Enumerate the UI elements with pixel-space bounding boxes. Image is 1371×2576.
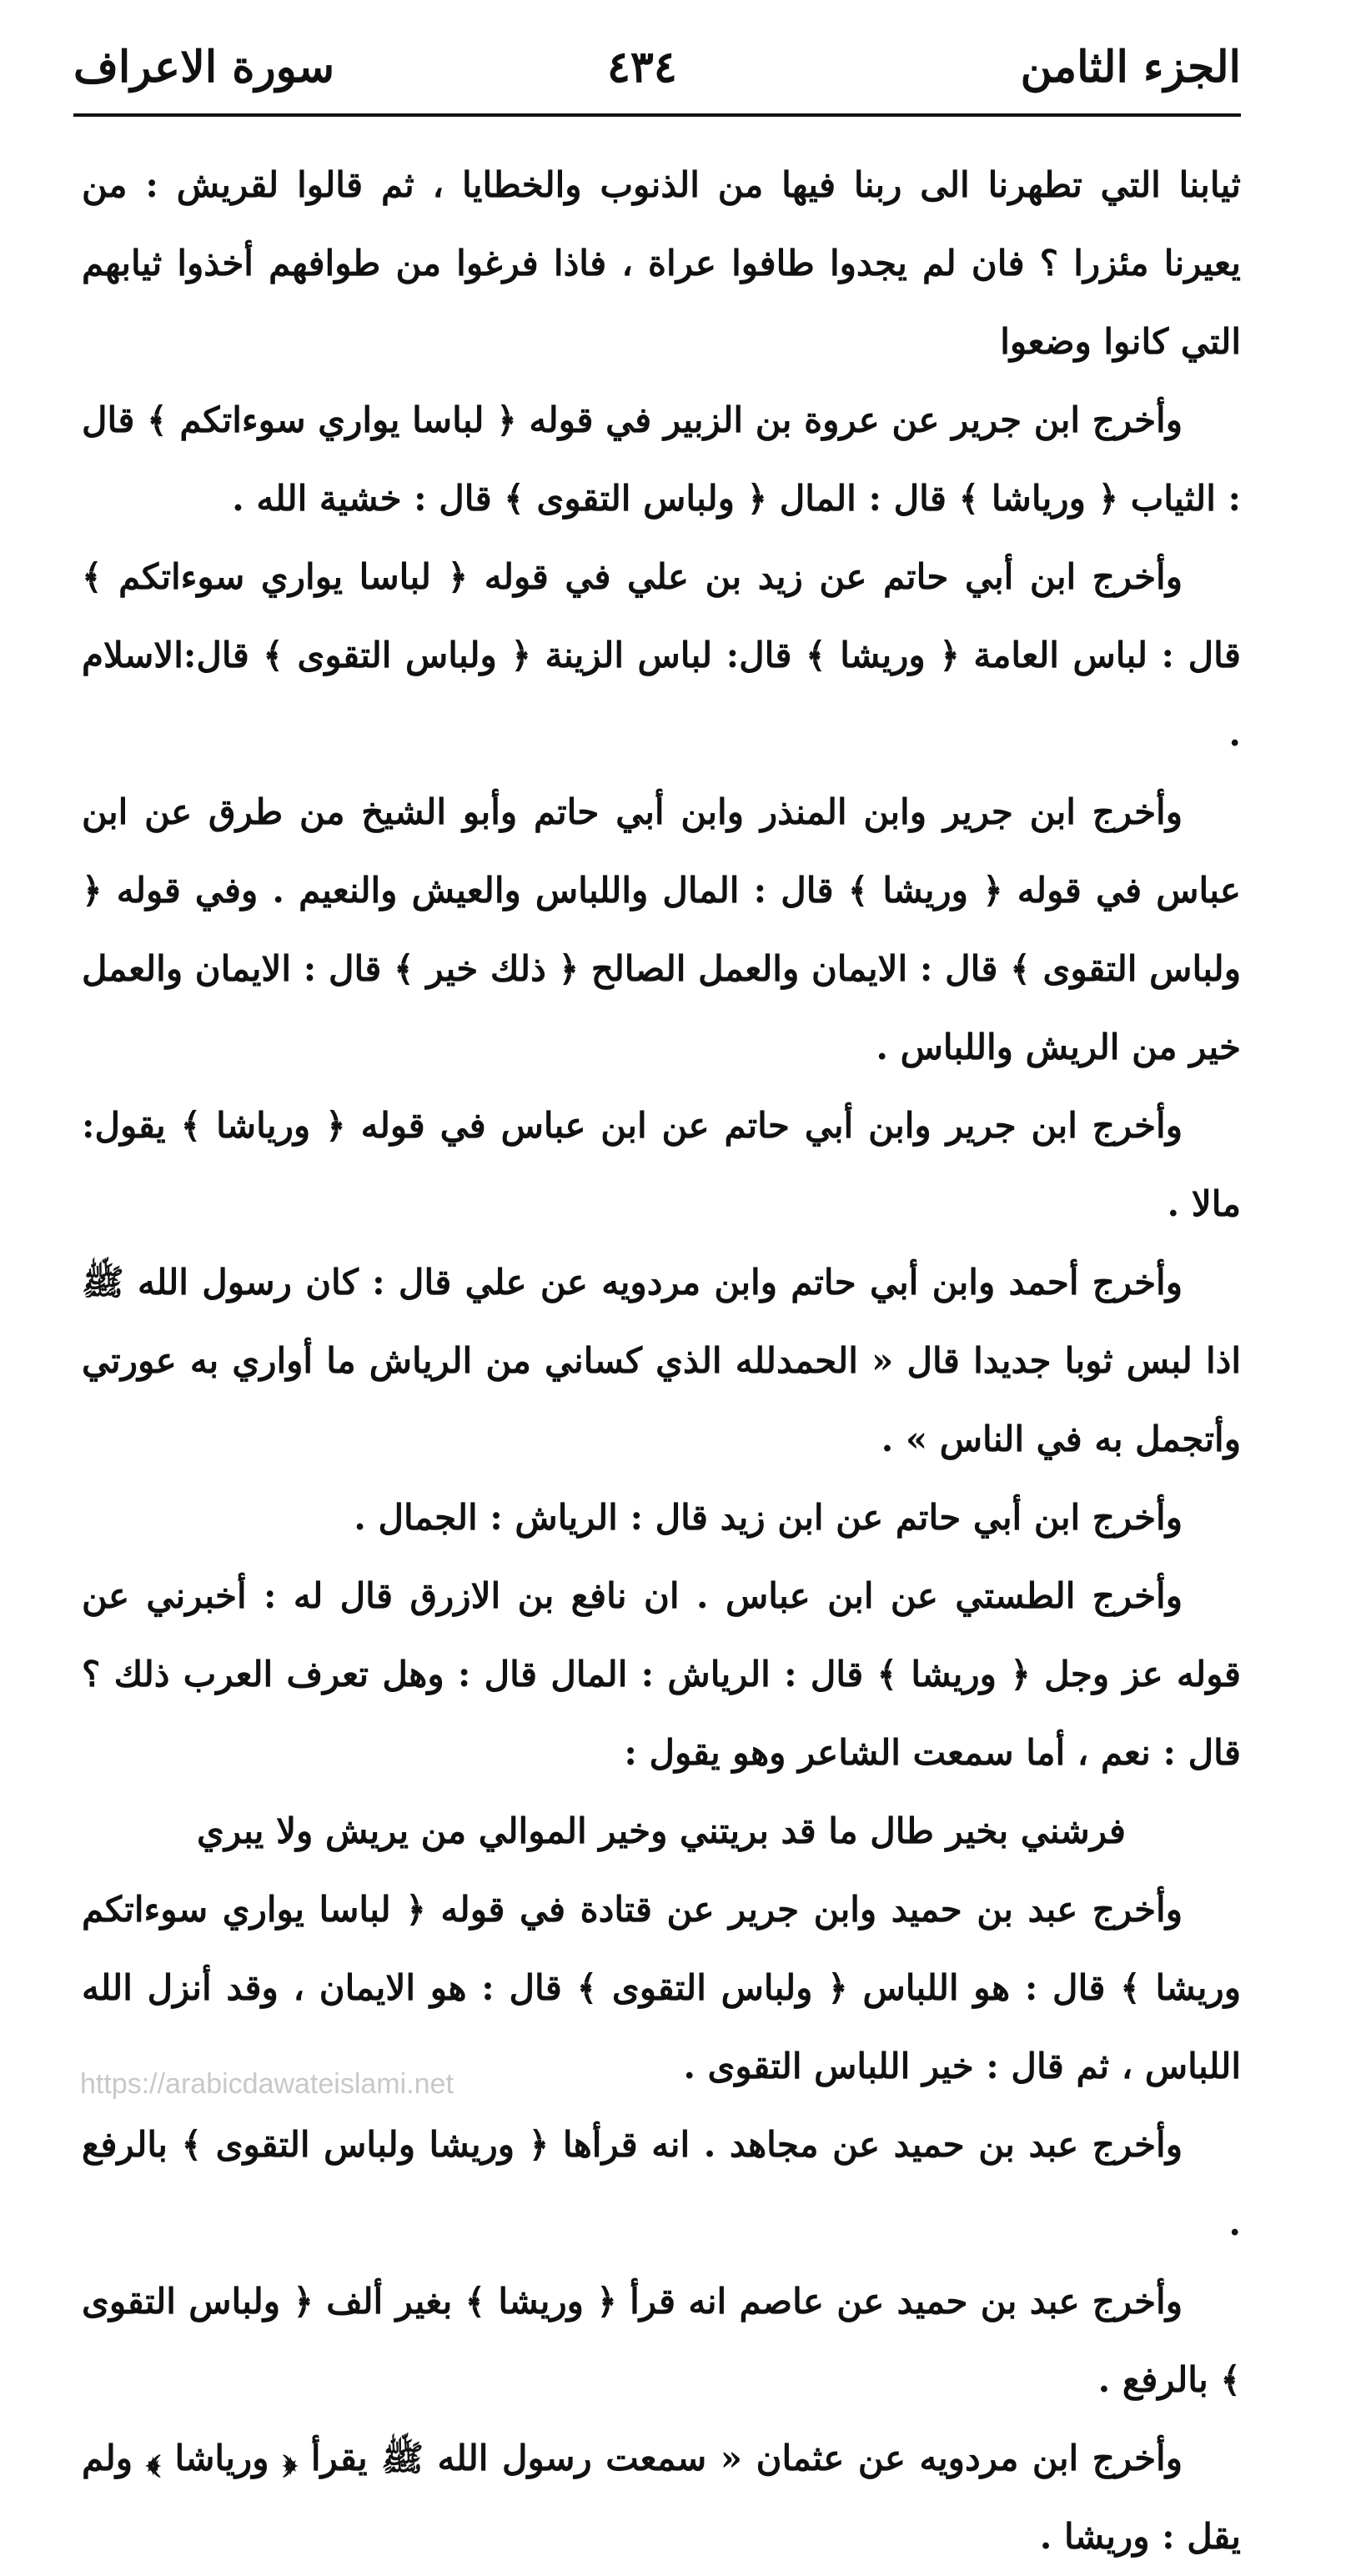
paragraph: وأخرج عبد بن حميد عن مجاهد . انه قرأها ﴿ وريشا ولباس التقوى ﴾ بالرفع .	[82, 2124, 1241, 2243]
header-rule	[73, 113, 1241, 117]
page-header	[73, 27, 1241, 118]
paragraph: وأخرج ابن جرير وابن أبي حاتم عن ابن عباس في قوله ﴿ ورياشا ﴾ يقول: مالا .	[82, 1105, 1241, 1224]
paragraph: وأخرج ابن أبي حاتم عن زيد بن علي في قوله ﴿ لباسا يواري سوءاتكم ﴾ قال : لباس العامة ﴿ وريشا ﴾ قال: لباس الزينة ﴿ ولباس التقوى ﴾ قال:الاسلام .	[82, 556, 1241, 754]
paragraph: وأخرج ابن أبي حاتم عن ابن زيد قال : الرياش : الجمال .	[354, 1497, 1183, 1538]
paragraph: ثيابنا التي تطهرنا الى ربنا فيها من الذنوب والخطايا ، ثم قالوا لقريش : من يعيرنا مئزرا ؟ فان لم يجدوا طافوا عراة ، فاذا فرغوا من طوافهم أخذوا ثيابهم التي كانوا وضعوا	[82, 164, 1241, 362]
paragraph: وأخرج عبد بن حميد عن عاصم انه قرأ ﴿ وريشا ﴾ بغير ألف ﴿ ولباس التقوى ﴾ بالرفع .	[82, 2281, 1241, 2400]
part-title: الجزء الثامن	[1020, 42, 1241, 93]
paragraph: وأخرج أحمد وابن أبي حاتم وابن مردويه عن علي قال : كان رسول الله ﷺ اذا لبس ثوبا جديدا قال « الحمدلله الذي كساني من الرياش ما أواري به عورتي وأتجمل به في الناس » .	[82, 1262, 1241, 1459]
paragraph: وأخرج عبد بن حميد وابن جرير عن قتادة في قوله ﴿ لباسا يواري سوءاتكم وريشا ﴾ قال : هو اللباس ﴿ ولباس التقوى ﴾ قال : هو الايمان ، وقد أنزل الله اللباس ، ثم قال : خير اللباس التقوى .	[82, 1889, 1241, 2086]
paragraph: وأخرج ابن مردويه عن عثمان « سمعت رسول الله ﷺ يقرأ ﴿ ورياشا ﴾ ولم يقل : وريشا .	[82, 2438, 1241, 2557]
surah-title: سورة الاعراف	[73, 42, 335, 93]
page-number: ٤٣٤	[607, 42, 677, 93]
poetry-verse: فرشني بخير طال ما قد بريتني وخير الموالي من يريش ولا يبري	[197, 1810, 1126, 1851]
paragraph: وأخرج ابن جرير عن عروة بن الزبير في قوله ﴿ لباسا يواري سوءاتكم ﴾ قال : الثياب ﴿ ورياشا ﴾ قال : المال ﴿ ولباس التقوى ﴾ قال : خشية الله .	[82, 399, 1241, 519]
paragraph: وأخرج ابن جرير وابن المنذر وابن أبي حاتم وأبو الشيخ من طرق عن ابن عباس في قوله ﴿ وريشا ﴾ قال : المال واللباس والعيش والنعيم . وفي قوله ﴿ ولباس التقوى ﴾ قال : الايمان والعمل الصالح ﴿ ذلك خير ﴾ قال : الايمان والعمل خير من الريش واللباس .	[82, 791, 1241, 1067]
watermark-url: https://arabicdawateislami.net	[80, 2068, 454, 2100]
paragraph: وأخرج الطستي عن ابن عباس . ان نافع بن الازرق قال له : أخبرني عن قوله عز وجل ﴿ وريشا ﴾ قال : الرياش : المال قال : وهل تعرف العرب ذلك ؟ قال : نعم ، أما سمعت الشاعر وهو يقول :	[82, 1575, 1241, 1773]
